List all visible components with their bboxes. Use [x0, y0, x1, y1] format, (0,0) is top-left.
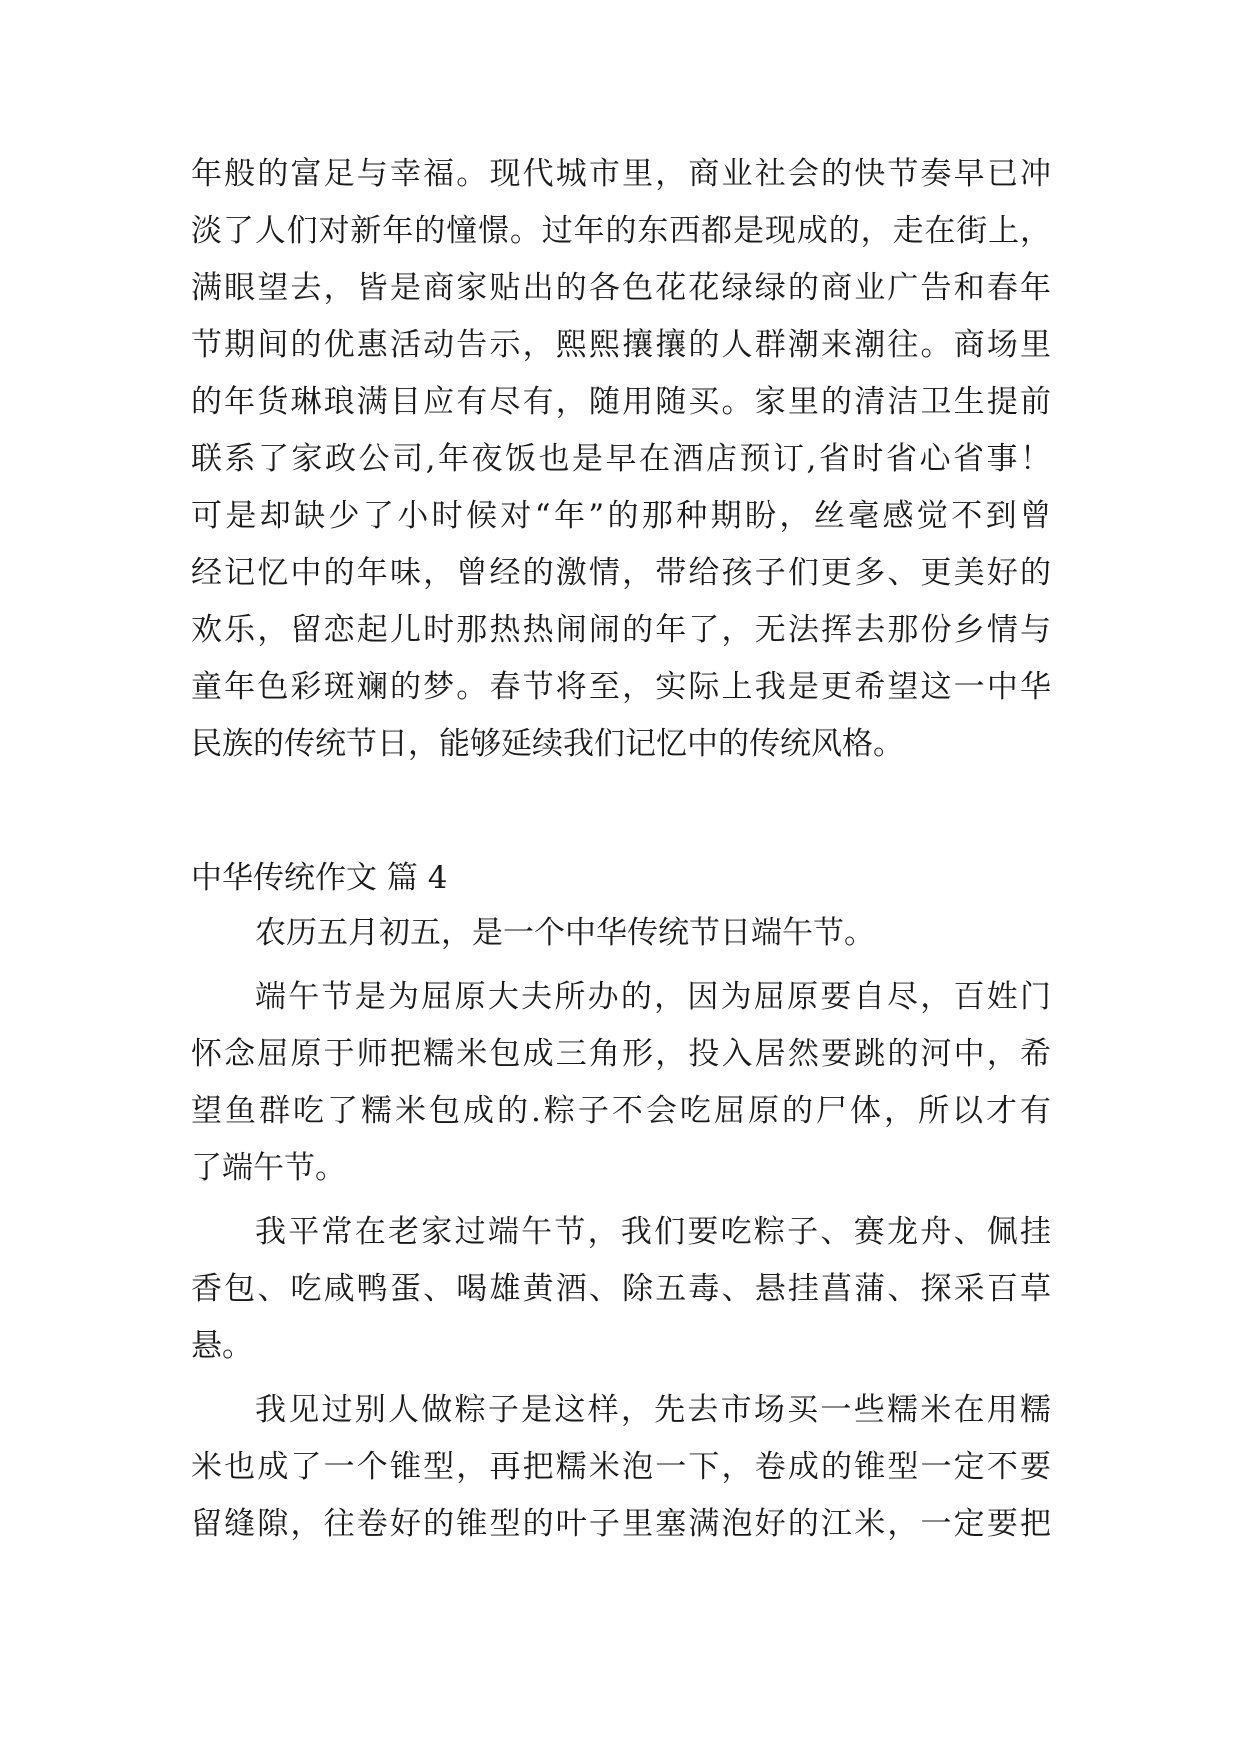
section-heading: 中华传统作文 篇 4: [191, 860, 448, 896]
text-line: 民族的传统节日，能够延续我们记忆中的传统风格。: [191, 726, 904, 762]
text-line: 可是却缺少了小时候对“年”的那种期盼，丝毫感觉不到曾: [191, 498, 1051, 534]
text-line: 农历五月初五，是一个中华传统节日端午节。: [255, 915, 875, 951]
text-line: 望鱼群吃了糯米包成的.粽子不会吃屈原的尸体，所以才有: [191, 1093, 1051, 1129]
text-line: 欢乐，留恋起儿时那热热闹闹的年了，无法挥去那份乡情与: [191, 612, 1051, 648]
text-line: 端午节是为屈原大夫所办的，因为屈原要自尽，百姓门: [255, 979, 1051, 1015]
text-line: 的年货琳琅满目应有尽有，随用随买。家里的清洁卫生提前: [191, 384, 1051, 420]
text-line: 联系了家政公司,年夜饭也是早在酒店预订,省时省心省事！: [191, 441, 1051, 477]
text-line: 香包、吃咸鸭蛋、喝雄黄酒、除五毒、悬挂菖蒲、探采百草: [191, 1271, 1051, 1307]
text-line: 了端午节。: [191, 1150, 346, 1186]
text-line: 经记忆中的年味，曾经的激情，带给孩子们更多、更美好的: [191, 555, 1051, 591]
text-line: 淡了人们对新年的憧憬。过年的东西都是现成的，走在街上，: [191, 213, 1051, 249]
text-line: 悬。: [191, 1328, 253, 1364]
text-line: 节期间的优惠活动告示，熙熙攘攘的人群潮来潮往。商场里: [191, 327, 1051, 363]
text-line: 怀念屈原于师把糯米包成三角形，投入居然要跳的河中，希: [191, 1036, 1051, 1072]
text-line: 年般的富足与幸福。现代城市里，商业社会的快节奏早已冲: [191, 156, 1051, 192]
text-line: 米也成了一个锥型，再把糯米泡一下，卷成的锥型一定不要: [191, 1449, 1051, 1485]
text-line: 留缝隙，往卷好的锥型的叶子里塞满泡好的江米，一定要把: [191, 1506, 1051, 1542]
text-line: 满眼望去，皆是商家贴出的各色花花绿绿的商业广告和春年: [191, 270, 1051, 306]
text-line: 我平常在老家过端午节，我们要吃粽子、赛龙舟、佩挂: [255, 1214, 1051, 1250]
text-line: 我见过别人做粽子是这样，先去市场买一些糯米在用糯: [255, 1392, 1051, 1428]
text-line: 童年色彩斑斓的梦。春节将至，实际上我是更希望这一中华: [191, 669, 1051, 705]
